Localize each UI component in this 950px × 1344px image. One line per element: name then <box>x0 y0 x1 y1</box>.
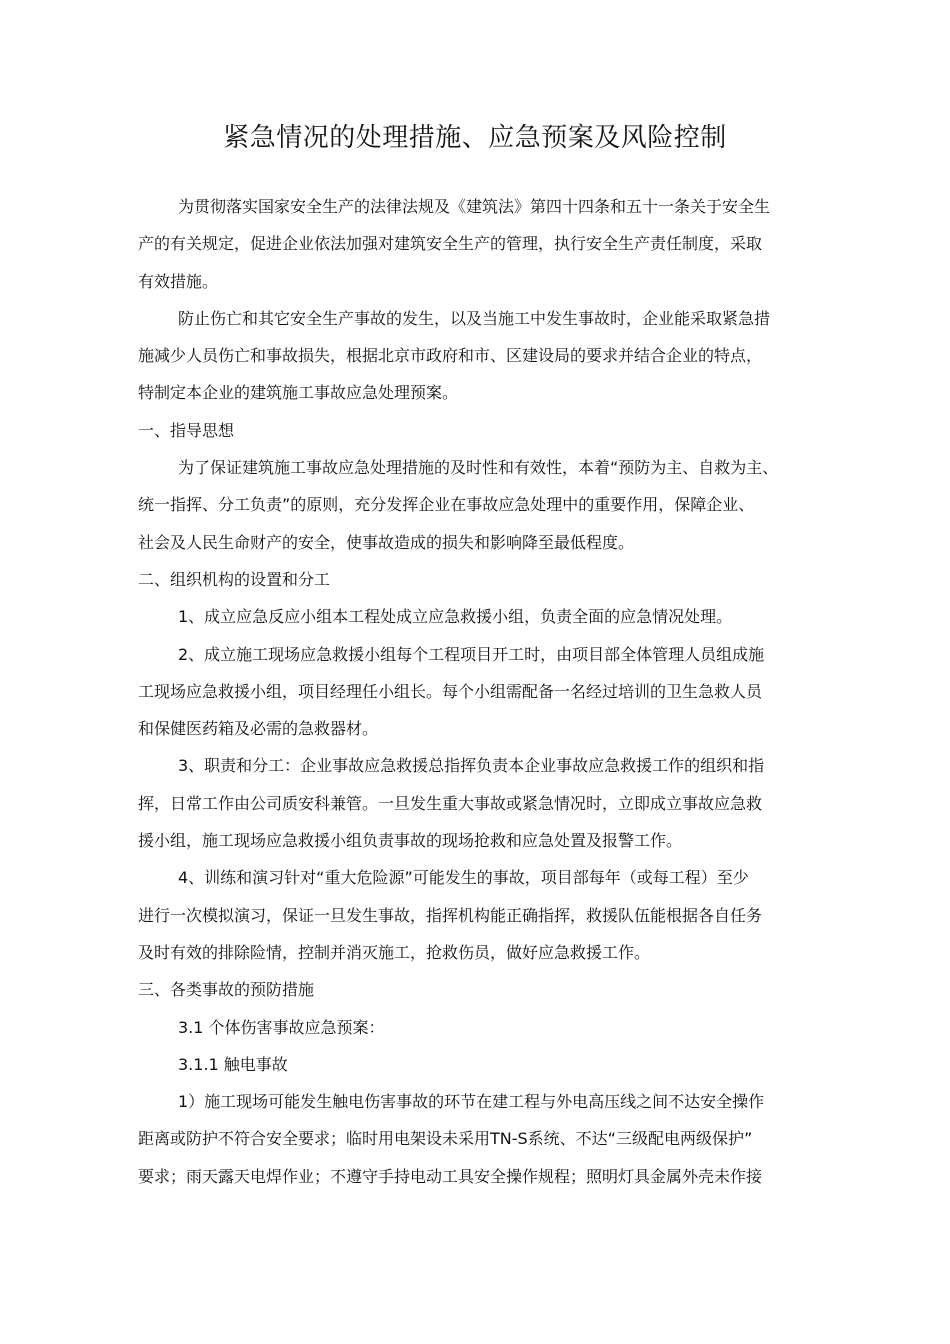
text-line: 为贯彻落实国家安全生产的法律法规及《建筑法》第四十四条和五十一条关于安全生 <box>178 197 771 216</box>
text-line: 援小组，施工现场应急救援小组负责事故的现场抢救和应急处置及报警工作。 <box>138 831 683 851</box>
text-line: 一、指导思想 <box>138 420 235 440</box>
text-line: 3.1 个体伤害事故应急预案： <box>178 1017 385 1037</box>
text-line: 产的有关规定，促进企业依法加强对建筑安全生产的管理，执行安全生产责任制度，采取 <box>138 234 763 254</box>
text-line: 施减少人员伤亡和事故损失，根据北京市政府和市、区建设局的要求并结合企业的特点， <box>138 346 763 366</box>
text-line: 二、组织机构的设置和分工 <box>138 569 331 589</box>
text-line: 4、训练和演习针对“重大危险源”可能发生的事故，项目部每年（或每工程）至少 <box>178 868 749 888</box>
text-line: 进行一次模拟演习，保证一旦发生事故，指挥机构能正确指挥，救援队伍能根据各自任务 <box>138 905 763 925</box>
text-line: 2、成立施工现场应急救援小组每个工程项目开工时，由项目部全体管理人员组成施 <box>178 644 765 664</box>
text-line: 为了保证建筑施工事故应急处理措施的及时性和有效性，本着“预防为主、自救为主、 <box>178 458 779 478</box>
text-line: 距离或防护不符合安全要求；临时用电架设未采用TN-S系统、不达“三级配电两级保护” <box>138 1129 753 1149</box>
text-line: 三、各类事故的预防措施 <box>138 980 315 1000</box>
text-line: 统一指挥、分工负责”的原则，充分发挥企业在事故应急处理中的重要作用，保障企业、 <box>138 495 755 515</box>
text-line: 工现场应急救援小组，项目经理任小组长。每个小组需配备一名经过培训的卫生急救人员 <box>138 681 763 701</box>
text-line: 特制定本企业的建筑施工事故应急处理预案。 <box>138 383 459 403</box>
text-line: 防止伤亡和其它安全生产事故的发生，以及当施工中发生事故时，企业能采取紧急措 <box>178 308 771 328</box>
text-line: 挥，日常工作由公司质安科兼管。一旦发生重大事故或紧急情况时，立即成立事故应急救 <box>138 793 763 813</box>
document-title: 紧急情况的处理措施、应急预案及风险控制 <box>223 123 727 153</box>
text-line: 1、成立应急反应小组本工程处成立应急救援小组，负责全面的应急情况处理。 <box>178 607 733 627</box>
text-line: 和保健医药箱及必需的急救器材。 <box>138 719 379 739</box>
text-line: 要求；雨天露天电焊作业；不遵守手持电动工具安全操作规程；照明灯具金属外壳未作接 <box>138 1166 763 1186</box>
text-line: 有效措施。 <box>138 271 219 291</box>
text-line: 社会及人民生命财产的安全，使事故造成的损失和影响降至最低程度。 <box>138 532 635 552</box>
text-line: 1）施工现场可能发生触电伤害事故的环节在建工程与外电高压线之间不达安全操作 <box>178 1092 765 1112</box>
text-line: 3.1.1 触电事故 <box>178 1054 288 1074</box>
text-line: 3、职责和分工：企业事故应急救援总指挥负责本企业事故应急救援工作的组织和指 <box>178 756 765 776</box>
text-line: 及时有效的排除险情，控制并消灭施工，抢救伤员，做好应急救援工作。 <box>138 942 651 962</box>
document-body <box>138 188 818 1195</box>
